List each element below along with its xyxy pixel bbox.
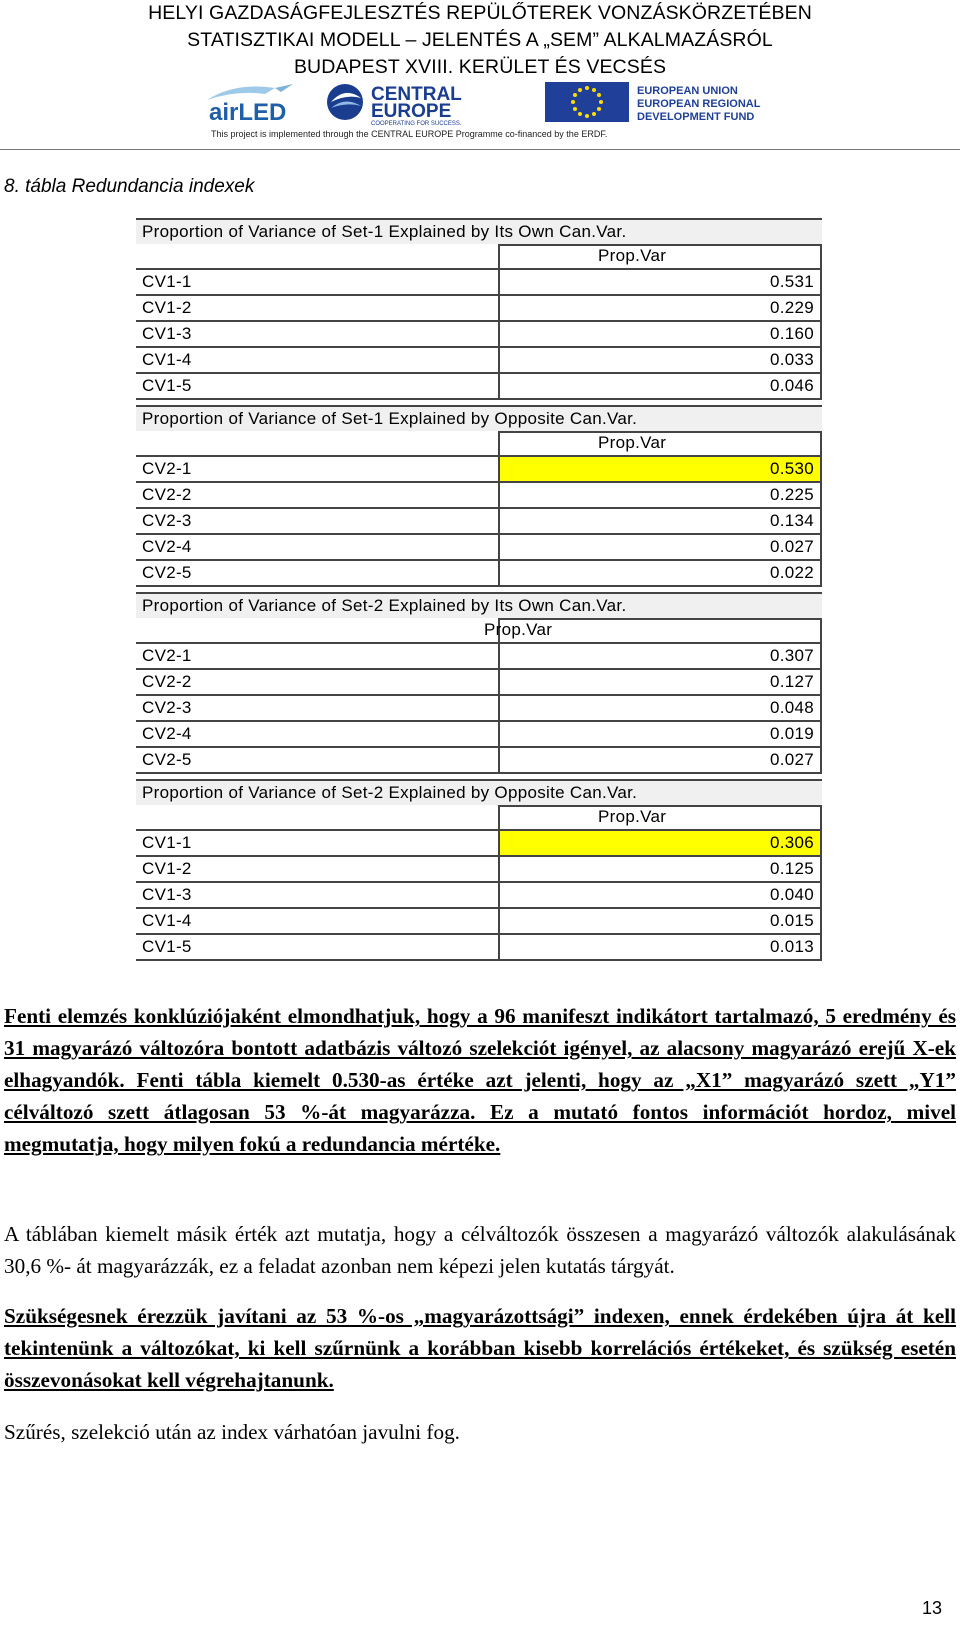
row-name: CV2-1 — [142, 646, 192, 665]
table-row — [136, 935, 822, 961]
row-name: CV1-2 — [142, 298, 192, 317]
row-name: CV1-3 — [142, 324, 192, 343]
table-set2-own — [136, 592, 822, 774]
table-row — [136, 296, 822, 322]
row-value: 0.013 — [498, 935, 822, 959]
table-row — [136, 748, 822, 774]
table-row — [136, 374, 822, 400]
airled-logo-text: airLED — [209, 99, 287, 126]
table-row — [136, 883, 822, 909]
central-europe-logo — [323, 80, 535, 126]
row-name: CV1-1 — [142, 272, 192, 291]
eu-line-3: DEVELOPMENT FUND — [637, 111, 755, 123]
row-value-highlighted: 0.530 — [498, 457, 822, 481]
row-name: CV1-5 — [142, 376, 192, 395]
column-header: Prop.Var — [598, 246, 667, 265]
row-name: CV2-2 — [142, 485, 192, 504]
row-value: 0.125 — [498, 857, 822, 881]
header-title-line-2: STATISZTIKAI MODELL – JELENTÉS A „SEM” ALKALMAZÁSRÓL — [187, 29, 773, 51]
table-title: Proportion of Variance of Set-1 Explained by Opposite Can.Var. — [136, 405, 822, 431]
table-row — [136, 535, 822, 561]
header-title-line-3: BUDAPEST XVIII. KERÜLET ÉS VECSÉS — [293, 56, 667, 78]
row-value: 0.040 — [498, 883, 822, 907]
row-name: CV1-5 — [142, 937, 192, 956]
column-header: Prop.Var — [598, 433, 667, 452]
table-row — [136, 644, 822, 670]
logo-caption: This project is implemented through the CENTRAL EUROPE Programme co-financed by the ERDF. — [211, 129, 608, 139]
airled-logo — [205, 80, 315, 126]
row-name: CV2-5 — [142, 563, 192, 582]
row-name: CV1-4 — [142, 911, 192, 930]
row-value: 0.127 — [498, 670, 822, 694]
row-value: 0.531 — [498, 270, 822, 294]
logo-strip — [205, 80, 765, 139]
row-value: 0.229 — [498, 296, 822, 320]
row-value: 0.022 — [498, 561, 822, 585]
table-subhead — [136, 805, 822, 831]
row-value: 0.225 — [498, 483, 822, 507]
row-value: 0.048 — [498, 696, 822, 720]
table-subhead — [136, 618, 822, 644]
table-row — [136, 509, 822, 535]
table-row — [136, 483, 822, 509]
table-row — [136, 857, 822, 883]
row-value: 0.160 — [498, 322, 822, 346]
row-value: 0.046 — [498, 374, 822, 398]
row-name: CV2-4 — [142, 537, 192, 556]
row-value: 0.134 — [498, 509, 822, 533]
row-name: CV1-4 — [142, 350, 192, 369]
table-title: Proportion of Variance of Set-2 Explained by Opposite Can.Var. — [136, 779, 822, 805]
row-value: 0.027 — [498, 748, 822, 772]
row-name: CV1-2 — [142, 859, 192, 878]
row-name: CV2-5 — [142, 750, 192, 769]
eu-flag-logo — [545, 80, 765, 126]
row-value: 0.033 — [498, 348, 822, 372]
paragraph-filtering: Szűrés, szelekció után az index várhatóan javulni fog. — [4, 1420, 460, 1444]
table-set1-opposite — [136, 405, 822, 587]
table-set2-opposite — [136, 779, 822, 961]
row-name: CV2-3 — [142, 698, 192, 717]
row-value-highlighted: 0.306 — [498, 831, 822, 855]
table-caption: 8. tábla Redundancia indexek — [4, 176, 255, 197]
table-subhead — [136, 431, 822, 457]
paragraph-conclusion: Fenti elemzés konklúziójaként elmondhatjuk, hogy a 96 manifeszt indikátort tartalmazó, 5 eredmény és 31 magyarázó változóra bontott adatbázis változó szelekciót igényel, az alacsony magyarázó erejű X-ek elhagyandók. Fenti tábla kiemelt 0.530-as értéke azt jelenti, hogy az „X1” magyarázó szett „Y1” célváltozó szett átlagosan 53 %-át magyarázza. Ez a mutató fontos információt hordoz, mivel megmutatja, hogy milyen fokú a redundancia mértéke. — [4, 1004, 956, 1156]
table-row — [136, 670, 822, 696]
table-row — [136, 561, 822, 587]
europe-text: EUROPE — [371, 101, 452, 122]
cooperating-text: COOPERATING FOR SUCCESS. — [371, 121, 462, 126]
paragraph-improvement: Szükségesnek érezzük javítani az 53 %-os „magyarázottsági” indexen, ennek érdekében újra át kell tekintenünk a változókat, ki kell szűrnünk a korábban kisebb korrelációs értékeket, és szükség esetén összevonásokat kell végrehajtanunk. — [4, 1304, 956, 1392]
row-value: 0.027 — [498, 535, 822, 559]
table-row — [136, 722, 822, 748]
row-value: 0.019 — [498, 722, 822, 746]
row-name: CV2-3 — [142, 511, 192, 530]
row-name: CV1-1 — [142, 833, 192, 852]
table-row — [136, 348, 822, 374]
page-header — [0, 0, 960, 150]
table-row — [136, 457, 822, 483]
central-text: CENTRAL — [371, 84, 462, 105]
eu-line-2: EUROPEAN REGIONAL — [637, 98, 761, 110]
column-header: Prop.Var — [484, 620, 553, 639]
table-row — [136, 322, 822, 348]
table-set1-own — [136, 218, 822, 400]
eu-line-1: EUROPEAN UNION — [637, 85, 738, 97]
table-row — [136, 696, 822, 722]
row-name: CV1-3 — [142, 885, 192, 904]
table-row — [136, 270, 822, 296]
header-title-line-1: HELYI GAZDASÁGFEJLESZTÉS REPÜLŐTEREK VONZÁSKÖRZETÉBEN — [148, 2, 812, 24]
header-rule — [0, 149, 960, 150]
row-name: CV2-1 — [142, 459, 192, 478]
paragraph-second-value: A táblában kiemelt másik érték azt mutatja, hogy a célváltozók összesen a magyarázó változók alakulásának 30,6 %- át magyarázzák, ez a feladat azonban nem képezi jelen kutatás tárgyát. — [4, 1222, 956, 1278]
table-title: Proportion of Variance of Set-2 Explained by Its Own Can.Var. — [136, 592, 822, 618]
page-number: 13 — [921, 1598, 942, 1618]
table-title: Proportion of Variance of Set-1 Explained by Its Own Can.Var. — [136, 218, 822, 244]
table-subhead — [136, 244, 822, 270]
row-value: 0.307 — [498, 644, 822, 668]
row-value: 0.015 — [498, 909, 822, 933]
table-row — [136, 831, 822, 857]
table-row — [136, 909, 822, 935]
column-header: Prop.Var — [598, 807, 667, 826]
row-name: CV2-4 — [142, 724, 192, 743]
row-name: CV2-2 — [142, 672, 192, 691]
